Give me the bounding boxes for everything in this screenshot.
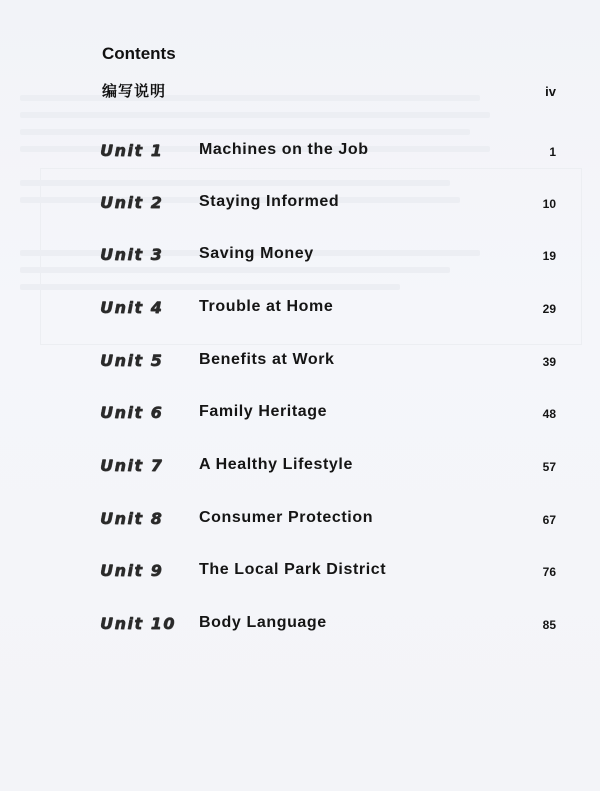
unit-label: Unit 10 <box>100 614 176 633</box>
unit-label: Unit 9 <box>100 561 164 580</box>
unit-label: Unit 6 <box>100 403 164 422</box>
preface-page-number: iv <box>545 84 556 99</box>
unit-title: A Healthy Lifestyle <box>199 456 353 473</box>
unit-title: Benefits at Work <box>199 351 335 368</box>
contents-heading: Contents <box>102 44 176 63</box>
toc-entry-unit-5[interactable] <box>0 351 600 375</box>
unit-title: Machines on the Job <box>199 141 369 158</box>
bleed-through-line <box>20 180 450 186</box>
toc-entry-unit-3[interactable] <box>0 245 600 269</box>
toc-entry-unit-4[interactable] <box>0 298 600 322</box>
unit-title: Staying Informed <box>199 193 340 210</box>
unit-page-number: 85 <box>542 618 556 632</box>
toc-entry-unit-6[interactable] <box>0 403 600 427</box>
unit-page-number: 57 <box>542 460 556 474</box>
toc-entry-unit-1[interactable] <box>0 141 600 165</box>
bleed-through-line <box>20 129 470 135</box>
toc-entry-unit-7[interactable] <box>0 456 600 480</box>
unit-page-number: 1 <box>549 145 556 159</box>
bleed-through-line <box>20 284 400 290</box>
unit-label: Unit 8 <box>100 509 164 528</box>
preface-title[interactable]: 编写说明 <box>102 82 167 100</box>
toc-entry-unit-10[interactable] <box>0 614 600 638</box>
unit-page-number: 29 <box>542 302 556 316</box>
unit-title: Consumer Protection <box>199 509 374 526</box>
unit-title: The Local Park District <box>199 561 387 578</box>
bleed-through-line <box>20 112 490 118</box>
unit-title: Family Heritage <box>199 403 328 420</box>
unit-page-number: 39 <box>542 355 556 369</box>
bleed-through-line <box>20 95 480 101</box>
unit-title: Saving Money <box>199 245 314 262</box>
unit-label: Unit 1 <box>100 141 164 160</box>
toc-entry-unit-2[interactable] <box>0 193 600 217</box>
unit-page-number: 48 <box>542 407 556 421</box>
unit-label: Unit 7 <box>100 456 164 475</box>
unit-label: Unit 3 <box>100 245 164 264</box>
unit-title: Body Language <box>199 614 327 631</box>
unit-page-number: 10 <box>542 197 556 211</box>
unit-page-number: 76 <box>542 565 556 579</box>
unit-label: Unit 4 <box>100 298 164 317</box>
unit-page-number: 67 <box>542 513 556 527</box>
unit-label: Unit 5 <box>100 351 164 370</box>
unit-page-number: 19 <box>542 249 556 263</box>
toc-entry-unit-9[interactable] <box>0 561 600 585</box>
unit-label: Unit 2 <box>100 193 164 212</box>
toc-entry-unit-8[interactable] <box>0 509 600 533</box>
unit-title: Trouble at Home <box>199 298 334 315</box>
